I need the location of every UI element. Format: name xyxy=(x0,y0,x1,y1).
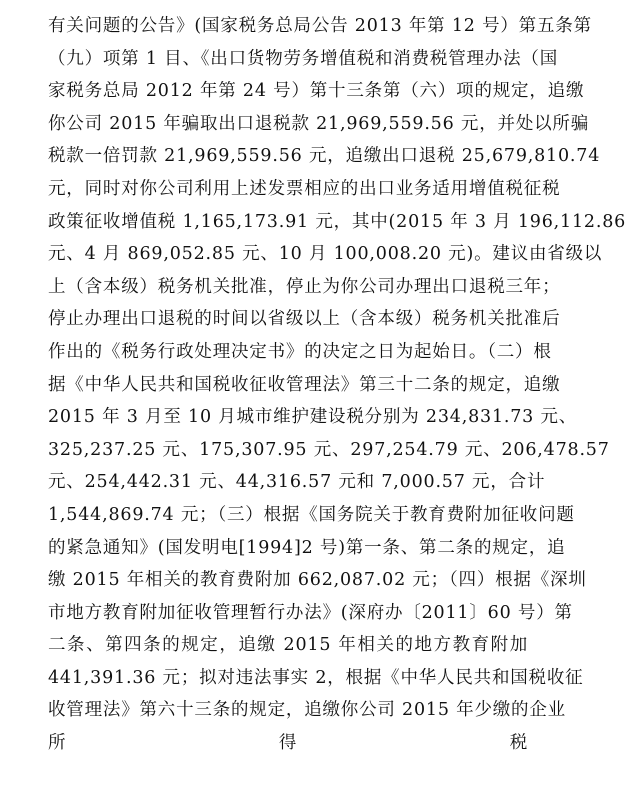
document-text-line: 325,237.25 元、175,307.95 元、297,254.79 元、206,478.57 xyxy=(48,439,610,460)
document-text-line: 家税务总局 2012 年第 24 号）第十三条第（六）项的规定，追缴 xyxy=(48,81,585,102)
document-text-line: 市地方教育附加征收管理暂行办法》(深府办〔2011〕60 号）第 xyxy=(48,602,573,623)
document-text-line: 元，同时对你公司利用上述发票相应的出口业务适用增值税征税 xyxy=(48,178,561,199)
document-text-line: 的紧急通知》(国发明电[1994]2 号)第一条、第二条的规定，追 xyxy=(48,537,566,558)
document-text-line: 据《中华人民共和国税收征收管理法》第三十二条的规定，追缴 xyxy=(48,374,561,395)
document-text-line: 元、4 月 869,052.85 元、10 月 100,008.20 元)。建议由省级以 xyxy=(48,244,603,265)
document-text-line: 2015 年 3 月至 10 月城市维护建设税分别为 234,831.73 元、 xyxy=(48,407,578,428)
document-text-line: （九）项第 1 目、《出口货物劳务增值税和消费税管理办法（国 xyxy=(48,48,559,69)
document-text-line: 元、254,442.31 元、44,316.57 元和 7,000.57 元，合计 xyxy=(48,472,546,493)
document-text-line: 税款一倍罚款 21,969,559.56 元，追缴出口退税 25,679,810.74 xyxy=(48,146,601,167)
document-text-line: 收管理法》第六十三条的规定，追缴你公司 2015 年少缴的企业 xyxy=(48,700,566,721)
document-text-line: 上（含本级）税务机关批准，停止为你公司办理出口退税三年； xyxy=(48,276,561,297)
document-text-body xyxy=(48,10,626,760)
document-text-line: 二条、第四条的规定，追缴 2015 年相关的地方教育附加 xyxy=(48,635,528,656)
document-text-line: 政策征收增值税 1,165,173.91 元，其中(2015 年 3 月 196,112.86 xyxy=(48,211,626,232)
document-text-line: 你公司 2015 年骗取出口退税款 21,969,559.56 元，并处以所骗 xyxy=(48,113,590,134)
document-text-line: 所得税 xyxy=(48,733,528,754)
document-text-line: 缴 2015 年相关的教育费附加 662,087.02 元；（四）根据《深圳 xyxy=(48,570,587,591)
document-text-line: 停止办理出口退税的时间以省级以上（含本级）税务机关批准后 xyxy=(48,309,561,330)
document-text-line: 有关问题的公告》(国家税务总局公告 2013 年第 12 号）第五条第 xyxy=(48,16,592,36)
document-text-line: 1,544,869.74 元；（三）根据《国务院关于教育费附加征收问题 xyxy=(48,504,575,525)
document-text-line: 作出的《税务行政处理决定书》的决定之日为起始日。（二）根 xyxy=(48,341,552,362)
document-text-line: 441,391.36 元；拟对违法事实 2，根据《中华人民共和国税收征 xyxy=(48,667,584,688)
